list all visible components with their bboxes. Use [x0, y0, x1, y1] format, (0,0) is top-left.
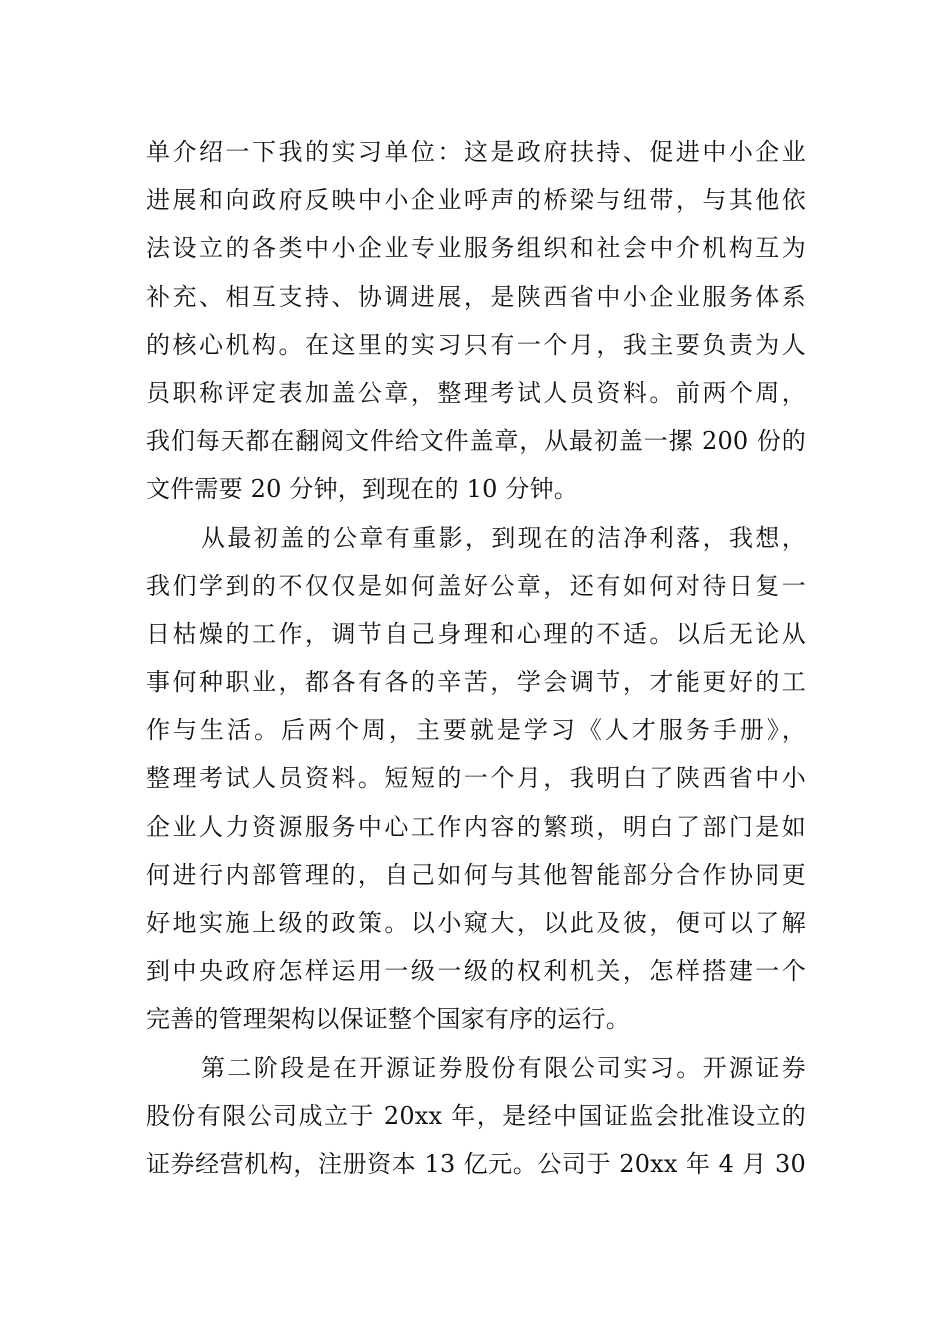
text-line: 证券经营机构，注册资本 13 亿元。公司于 20xx 年 4 月 30 — [146, 1149, 806, 1178]
text-line: 好地实施上级的政策。以小窥大，以此及彼，便可以了解 — [146, 909, 806, 937]
text-line: 事何种职业，都各有各的辛苦，学会调节，才能更好的工 — [146, 668, 806, 697]
text-line: 单介绍一下我的实习单位：这是政府扶持、促进中小企业 — [146, 138, 806, 166]
text-line: 文件需要 20 分钟，到现在的 10 分钟。 — [146, 475, 578, 504]
text-line: 日枯燥的工作，调节自己身理和心理的不适。以后无论从 — [146, 619, 806, 648]
text-line: 法设立的各类中小企业专业服务组织和社会中介机构互为 — [146, 234, 806, 263]
text-line: 我们每天都在翻阅文件给文件盖章，从最初盖一摞 200 份的 — [146, 427, 806, 456]
text-line: 补充、相互支持、协调进展，是陕西省中小企业服务体系 — [146, 282, 806, 311]
text-line: 企业人力资源服务中心工作内容的繁琐，明白了部门是如 — [146, 812, 806, 841]
text-line: 员职称评定表加盖公章，整理考试人员资料。前两个周， — [146, 378, 806, 407]
text-line: 股份有限公司成立于 20xx 年，是经中国证监会批准设立的 — [146, 1101, 806, 1130]
text-line: 到中央政府怎样运用一级一级的权利机关，怎样搭建一个 — [146, 957, 806, 986]
text-line: 的核心机构。在这里的实习只有一个月，我主要负责为人 — [146, 330, 806, 359]
text-line: 从最初盖的公章有重影，到现在的洁净利落，我想， — [201, 523, 806, 552]
body-text — [146, 128, 806, 1188]
text-line: 我们学到的不仅仅是如何盖好公章，还有如何对待日复一 — [146, 571, 806, 600]
text-line: 进展和向政府反映中小企业呼声的桥梁与纽带，与其他依 — [146, 186, 806, 215]
text-line: 整理考试人员资料。短短的一个月，我明白了陕西省中小 — [146, 764, 806, 793]
text-line: 作与生活。后两个周，主要就是学习《人才服务手册》， — [146, 716, 806, 745]
text-line: 第二阶段是在开源证券股份有限公司实习。开源证券 — [201, 1053, 806, 1082]
text-line: 完善的管理架构以保证整个国家有序的运行。 — [146, 1005, 630, 1034]
text-line: 何进行内部管理的，自己如何与其他智能部分合作协同更 — [146, 860, 806, 889]
